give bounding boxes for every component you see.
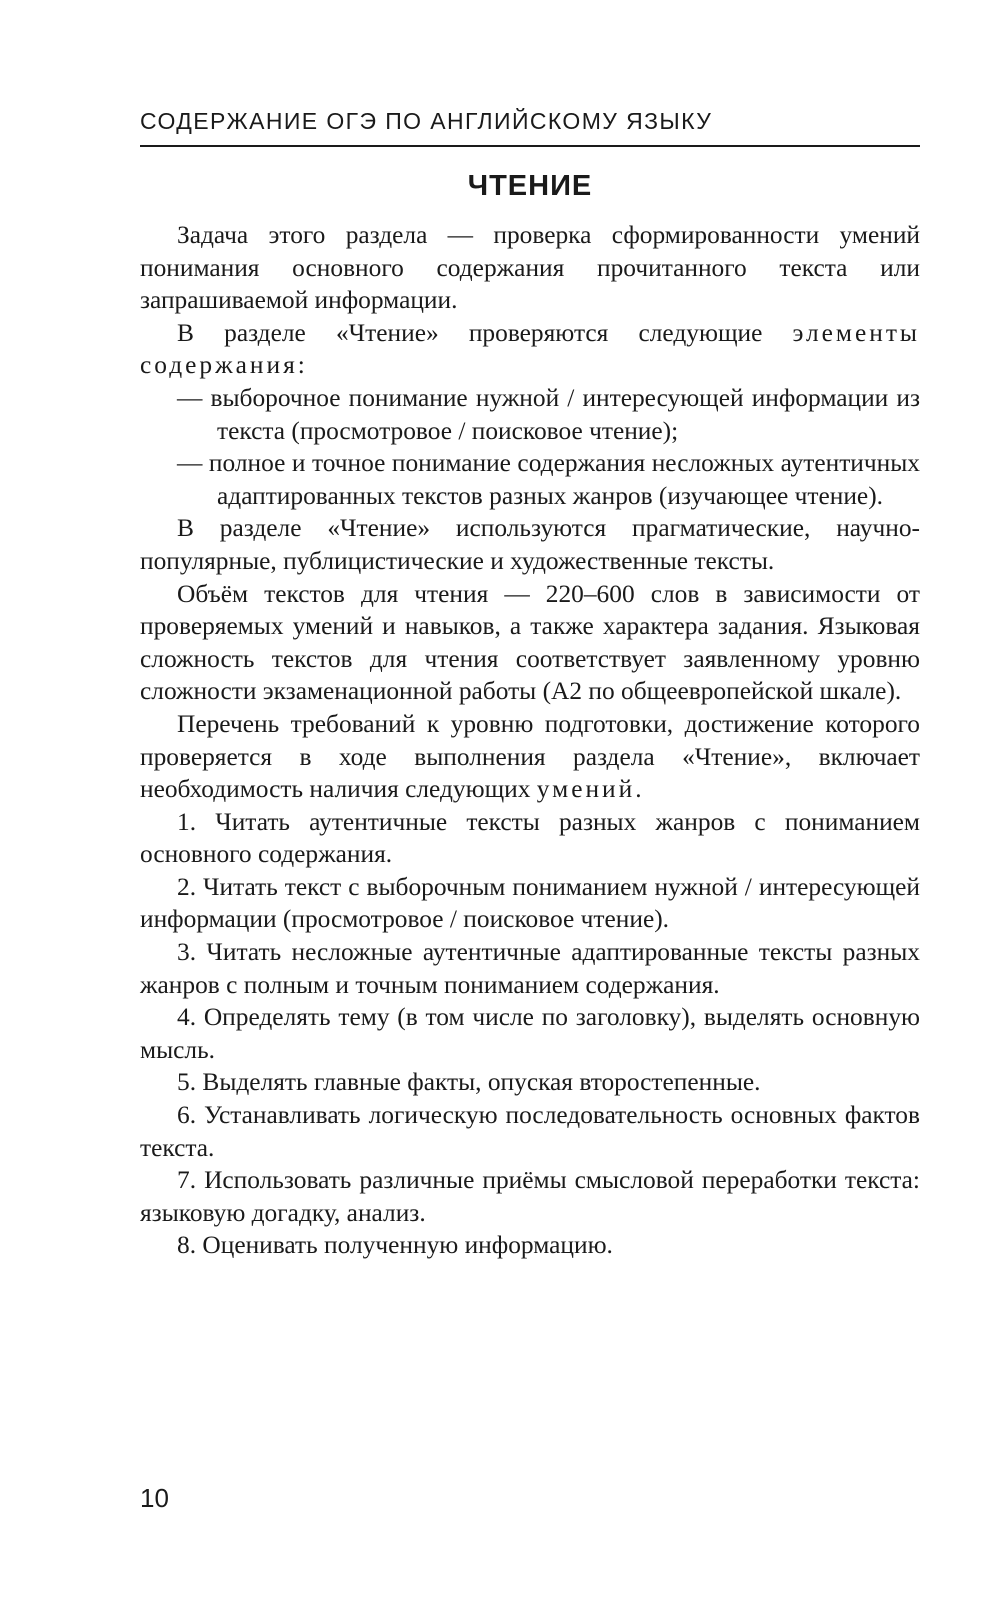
skill-item: 7. Использовать различные приёмы смысловой переработки текста: языковую догадку, анализ. <box>140 1166 920 1227</box>
running-head: СОДЕРЖАНИЕ ОГЭ ПО АНГЛИЙСКОМУ ЯЗЫКУ <box>140 108 713 134</box>
skill-item: 3. Читать несложные аутентичные адаптированные тексты разных жанров с полным и точным пониманием содержания. <box>140 938 920 999</box>
list-item: — выборочное понимание нужной / интересующей информации из текста (просмотровое / поисковое чтение); <box>177 383 920 445</box>
skill-item: 8. Оценивать полученную информацию. <box>177 1231 613 1260</box>
paragraph-text: : <box>297 351 305 380</box>
skill-item: 5. Выделять главные факты, опуская второстепенные. <box>177 1068 761 1097</box>
header-rule <box>140 145 920 147</box>
skill-item: 2. Читать текст с выборочным пониманием нужной / интересующей информации (просмотровое / поисковое чтение). <box>140 872 920 934</box>
paragraph-text-types: В разделе «Чтение» используются прагматические, научно-популярные, публицистические и художественные тексты. <box>140 514 920 575</box>
paragraph-requirements <box>140 708 920 806</box>
section-title: ЧТЕНИЕ <box>467 170 593 202</box>
spaced-emphasis: элементы содержания <box>140 318 920 380</box>
list-item: — полное и точное понимание содержания несложных аутентичных адаптированных текстов разных жанров (изучающее чтение). <box>177 449 920 510</box>
skill-item: 1. Читать аутентичные тексты разных жанров с пониманием основного содержания. <box>140 807 920 869</box>
paragraph-text-volume: Объём текстов для чтения — 220–600 слов в зависимости от проверяемых умений и навыков, а также характера задания. Языковая сложность текстов для чтения соответствует заявленному уровню сложности экзаменационной работы (A2 по общеевропейской шкале). <box>140 579 920 706</box>
page-number: 10 <box>140 1483 169 1513</box>
paragraph-text: . <box>635 775 642 804</box>
paragraph-text: Перечень требований к уровню подготовки, достижение которого проверяется в ходе выполнения раздела «Чтение», включает необходимость наличия следующих <box>140 709 920 804</box>
spaced-emphasis: умений <box>536 775 636 804</box>
paragraph-text: В разделе «Чтение» проверяются следующие <box>177 318 793 347</box>
skill-item: 4. Определять тему (в том числе по заголовку), выделять основную мысль. <box>140 1003 920 1064</box>
body-text <box>140 219 920 1262</box>
content-elements-list <box>140 382 920 512</box>
paragraph-content-elements <box>140 317 920 382</box>
skill-item: 6. Устанавливать логическую последовательность основных фактов текста. <box>140 1101 920 1162</box>
paragraph-task: Задача этого раздела — проверка сформированности умений понимания основного содержания прочитанного текста или запрашиваемой информации. <box>140 221 920 315</box>
